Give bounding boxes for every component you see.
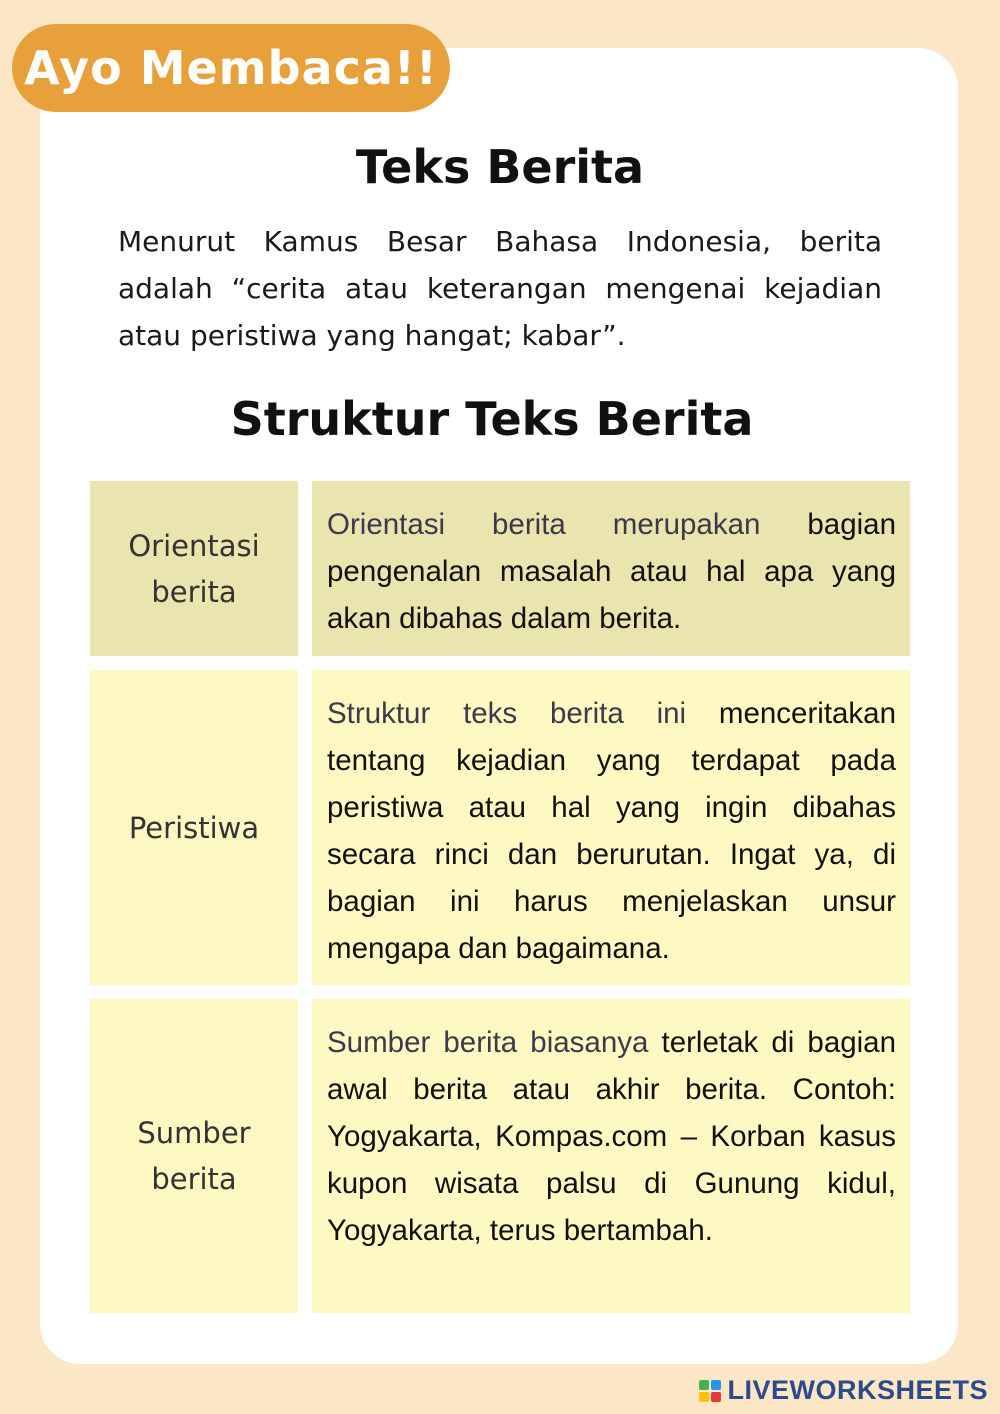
row-desc-lead: Sumber berita biasanya [327,1026,649,1059]
row-desc-peristiwa [312,670,910,985]
liveworksheets-footer [699,1375,988,1406]
section-title: Struktur Teks Berita [230,392,754,446]
row-desc-sumber [312,999,910,1313]
row-desc-lead: Struktur teks berita ini [327,697,687,730]
badge-text: Ayo Membaca!! [24,41,438,95]
row-label-orientasi [90,481,298,656]
intro-paragraph: Menurut Kamus Besar Bahasa Indonesia, berita adalah “cerita atau keterangan mengenai kejadian atau peristiwa yang hangat; kabar”. [118,225,882,352]
row-label-text: Peristiwa [128,810,260,845]
row-desc-rest: menceritakan tentang kejadian yang terdapat pada peristiwa atau hal yang ingin dibahas secara rinci dan berurutan. Ingat ya, di bagian ini harus menjelaskan unsur mengapa dan bagaimana. [327,697,896,965]
brand-text: LIVEWORKSHEETS [727,1375,988,1405]
liveworksheets-logo-icon [699,1380,721,1402]
row-desc-rest: bagian pengenalan masalah atau hal apa yang akan dibahas dalam berita. [327,508,896,635]
ayo-membaca-badge [12,24,450,112]
page-title: Teks Berita [355,140,645,194]
row-desc-orientasi [312,481,910,656]
row-label-peristiwa [90,670,298,985]
row-label-text: Orientasi berita [128,528,260,609]
row-desc-rest: terletak di bagian awal berita atau akhir berita. Contoh: Yogyakarta, Kompas.com – Korban kasus kupon wisata palsu di Gunung kidul, Yogyakarta, terus bertambah. [327,1026,896,1247]
row-label-text: Sumber berita [137,1116,251,1196]
row-label-sumber [90,999,298,1313]
row-desc-lead: Orientasi berita merupakan [327,508,761,541]
